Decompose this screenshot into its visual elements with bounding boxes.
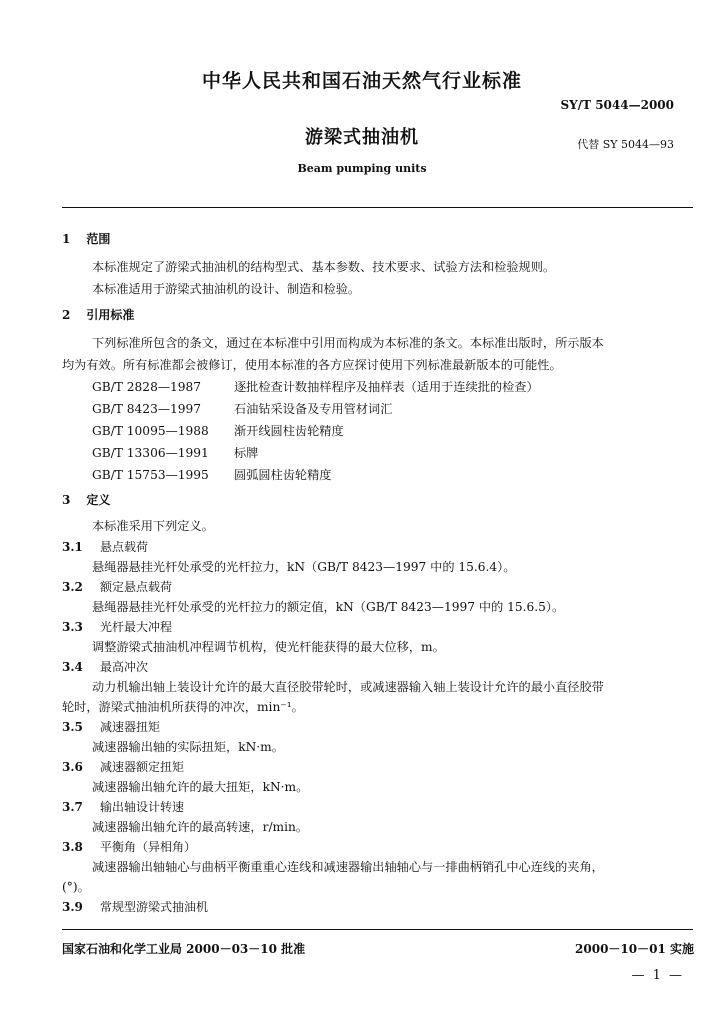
definition-term: 输出轴设计转速 (100, 800, 185, 814)
definition-term: 光杆最大冲程 (100, 620, 173, 634)
definition-number: 3.3 (62, 620, 83, 634)
section-1-title: 范围 (86, 232, 111, 246)
definition-heading (62, 618, 172, 635)
definition-text: 减速器输出轴轴心与曲柄平衡重重心连线和减速器输出轴轴心与一排曲柄销孔中心连线的夹角， (92, 860, 604, 874)
definition-term: 减速器额定扭矩 (100, 760, 185, 774)
section-3-title: 定义 (86, 493, 111, 507)
reference-code: GB/T 10095—1988 (92, 424, 209, 438)
definition-heading (62, 758, 184, 775)
header-organization: 中华人民共和国石油天然气行业标准 (201, 70, 522, 92)
reference-title: 标牌 (234, 446, 259, 460)
reference-item (92, 422, 344, 439)
definition-text: 动力机输出轴上装设计允许的最大直径胶带轮时，或减速器输入轴上装设计允许的最小直径胶带 (92, 680, 604, 694)
document-title: 游梁式抽油机 (305, 127, 419, 148)
definition-number: 3.7 (62, 800, 83, 814)
reference-code: GB/T 2828—1987 (92, 380, 202, 394)
reference-title: 逐批检查计数抽样程序及抽样表（适用于连续批的检查） (234, 380, 539, 394)
definition-heading (62, 658, 148, 675)
section-1-heading (62, 230, 110, 247)
definition-term: 悬点载荷 (100, 540, 149, 554)
definition-term: 最高冲次 (100, 660, 149, 674)
definition-text: 调整游梁式抽油机冲程调节机构，使光杆能获得的最大位移，m。 (92, 640, 445, 654)
section-3-number: 3 (62, 493, 71, 507)
definition-heading (62, 718, 160, 735)
standard-number: SY/T 5044—2000 (560, 98, 674, 112)
definition-number: 3.1 (62, 540, 83, 554)
definition-number: 3.6 (62, 760, 83, 774)
definition-text: 悬绳器悬挂光杆处承受的光杆拉力的额定值，kN（GB/T 8423—1997 中的 15.6.5）。 (92, 600, 565, 614)
definition-number: 3.4 (62, 660, 83, 674)
definition-heading (62, 538, 148, 555)
reference-code: GB/T 13306—1991 (92, 446, 209, 460)
definition-heading (62, 838, 196, 855)
definition-number: 3.8 (62, 840, 83, 854)
definition-heading (62, 898, 208, 915)
definition-heading (62, 578, 172, 595)
section-1-number: 1 (62, 232, 71, 246)
definition-number: 3.2 (62, 580, 83, 594)
section-2-title: 引用标准 (86, 308, 135, 322)
replaces-note: 代替 SY 5044—93 (577, 138, 674, 151)
page-number: — 1 — (631, 968, 684, 983)
definition-text: 减速器输出轴允许的最大扭矩，kN·m。 (92, 780, 309, 794)
effective-date: 2000－10－01 实施 (575, 942, 694, 956)
definition-term: 额定悬点载荷 (100, 580, 173, 594)
definition-term: 平衡角（异相角） (100, 840, 197, 854)
section-1-para-2: 本标准适用于游梁式抽油机的设计、制造和检验。 (92, 282, 361, 296)
section-2-number: 2 (62, 308, 71, 322)
section-3-intro: 本标准采用下列定义。 (92, 519, 214, 533)
definition-number: 3.9 (62, 900, 83, 914)
section-3-heading (62, 491, 110, 508)
definition-term: 常规型游梁式抽油机 (100, 900, 209, 914)
definition-number: 3.5 (62, 720, 83, 734)
footer-divider (62, 929, 693, 930)
definition-text-continued: (°)。 (62, 880, 90, 894)
reference-item (92, 444, 258, 461)
reference-title: 石油钻采设备及专用管材词汇 (234, 402, 393, 416)
definition-text-continued: 轮时，游梁式抽油机所获得的冲次，min⁻¹。 (62, 700, 304, 714)
definition-term: 减速器扭矩 (100, 720, 161, 734)
definition-heading (62, 798, 184, 815)
section-2-para-line-1: 下列标准所包含的条文，通过在本标准中引用而构成为本标准的条文。本标准出版时，所示版本 (92, 336, 604, 350)
definition-text: 减速器输出轴允许的最高转速，r/min。 (92, 820, 309, 834)
document-title-en: Beam pumping units (297, 162, 427, 175)
header-divider (62, 207, 693, 208)
reference-code: GB/T 15753—1995 (92, 468, 209, 482)
reference-code: GB/T 8423—1997 (92, 402, 202, 416)
reference-item (92, 378, 539, 395)
reference-item (92, 400, 392, 417)
section-2-para-line-2: 均为有效。所有标准都会被修订，使用本标准的各方应探讨使用下列标准最新版本的可能性。 (62, 358, 562, 372)
reference-item (92, 466, 332, 483)
reference-title: 圆弧圆柱齿轮精度 (234, 468, 332, 482)
reference-title: 渐开线圆柱齿轮精度 (234, 424, 344, 438)
approval-date: 国家石油和化学工业局 2000－03－10 批准 (62, 942, 306, 956)
section-2-heading (62, 306, 134, 323)
section-1-para-1: 本标准规定了游梁式抽油机的结构型式、基本参数、技术要求、试验方法和检验规则。 (92, 260, 556, 274)
definition-text: 减速器输出轴的实际扭矩，kN·m。 (92, 740, 284, 754)
definition-text: 悬绳器悬挂光杆处承受的光杆拉力，kN（GB/T 8423—1997 中的 15.6.4）。 (92, 560, 516, 574)
